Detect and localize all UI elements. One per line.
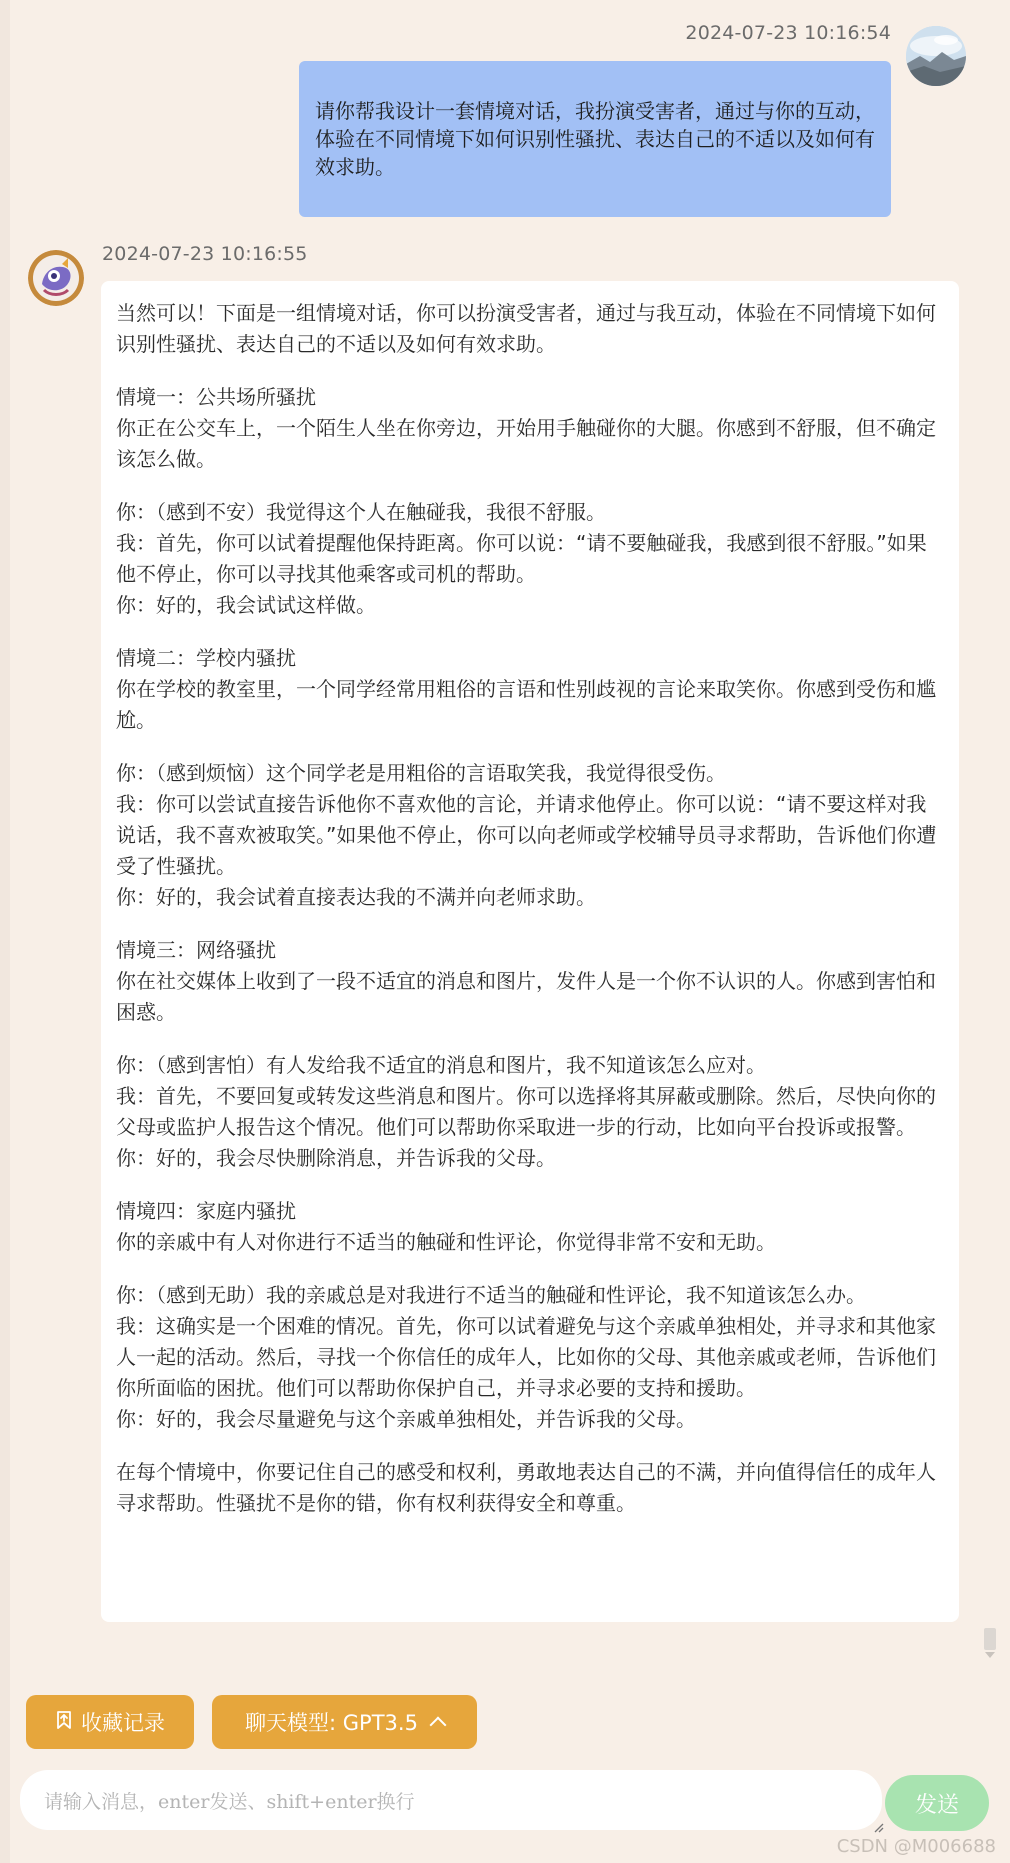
send-button-label: 发送: [914, 1792, 959, 1818]
bot-paragraph: 情境二：学校内骚扰 你在学校的教室里，一个同学经常用粗俗的言语和性别歧视的言论来取笑你。你感到受伤和尴尬。: [116, 646, 936, 732]
bot-paragraph: 你：（感到害怕）有人发给我不适宜的消息和图片，我不知道该怎么应对。 我：首先，不要回复或转发这些消息和图片。你可以选择将其屏蔽或删除。然后，尽快向你的父母或监护人报告这个情况。他们可以帮助你采取进一步的行动，比如向平台投诉或报警。 你：好的，我会尽快删除消息，并告诉我的父母。: [116, 1053, 936, 1170]
scroll-down-arrow-icon[interactable]: [985, 1652, 995, 1658]
bot-paragraph: 你：（感到不安）我觉得这个人在触碰我，我很不舒服。 我：首先，你可以试着提醒他保持距离。你可以说：“请不要触碰我，我感到很不舒服。”如果他不停止，你可以寻找其他乘客或司机的帮助。 你：好的，我会试试这样做。: [116, 500, 927, 617]
bot-paragraph: 在每个情境中，你要记住自己的感受和权利，勇敢地表达自己的不满，并向值得信任的成年人寻求帮助。性骚扰不是你的错，你有权利获得安全和尊重。: [116, 1460, 936, 1515]
bookmark-upload-icon: [55, 1710, 73, 1735]
model-select-button[interactable]: [212, 1695, 477, 1749]
bot-paragraph: 当然可以！下面是一组情境对话，你可以扮演受害者，通过与我互动，体验在不同情境下如何识别性骚扰、表达自己的不适以及如何有效求助。: [116, 301, 936, 356]
bot-paragraph: 你：（感到无助）我的亲戚总是对我进行不适当的触碰和性评论，我不知道该怎么办。 我：这确实是一个困难的情况。首先，你可以试着避免与这个亲戚单独相处，并寻求和其他家人一起的活动。然后，寻找一个你信任的成年人，比如你的父母、其他亲戚或老师，告诉他们你所面临的困扰。他们可以帮助你保护自己，并寻求必要的支持和援助。 你：好的，我会尽量避免与这个亲戚单独相处，并告诉我的父母。: [116, 1283, 936, 1431]
user-message-timestamp: 2024-07-23 10:16:54: [685, 22, 891, 44]
scrollbar-thumb[interactable]: [984, 1628, 996, 1650]
bot-paragraph: 情境一：公共场所骚扰 你正在公交车上，一个陌生人坐在你旁边，开始用手触碰你的大腿。你感到不舒服，但不确定该怎么做。: [116, 385, 936, 471]
chevron-up-icon: [429, 1717, 446, 1734]
send-button[interactable]: [885, 1775, 989, 1831]
bot-paragraph: 情境四：家庭内骚扰 你的亲戚中有人对你进行不适当的触碰和性评论，你觉得非常不安和无助。: [116, 1199, 776, 1254]
bot-paragraph: 你：（感到烦恼）这个同学老是用粗俗的言语取笑我，我觉得很受伤。 我：你可以尝试直接告诉他你不喜欢他的言论，并请求他停止。你可以说：“请不要这样对我说话，我不喜欢被取笑。”如果他不停止，你可以向老师或学校辅导员寻求帮助，告诉他们你遭受了性骚扰。 你：好的，我会试着直接表达我的不满并向老师求助。: [116, 761, 937, 909]
bot-paragraph: 情境三：网络骚扰 你在社交媒体上收到了一段不适宜的消息和图片，发件人是一个你不认识的人。你感到害怕和困惑。: [116, 938, 936, 1024]
favorites-button[interactable]: [26, 1695, 194, 1749]
textarea-resize-handle-icon[interactable]: [872, 1818, 884, 1830]
user-message-bubble: 请你帮我设计一套情境对话，我扮演受害者，通过与你的互动，体验在不同情境下如何识别性骚扰、表达自己的不适以及如何有效求助。: [299, 61, 891, 217]
message-input-placeholder: 请输入消息，enter发送、shift+enter换行: [44, 1790, 415, 1813]
watermark: CSDN @M006688: [836, 1836, 996, 1857]
bot-message-bubble: [101, 281, 959, 1622]
bot-avatar: [28, 250, 84, 306]
message-input[interactable]: [20, 1770, 882, 1830]
favorites-button-label: 收藏记录: [81, 1711, 165, 1735]
model-select-label: 聊天模型: GPT3.5: [245, 1711, 418, 1735]
user-avatar: [906, 26, 966, 86]
bot-message-timestamp: 2024-07-23 10:16:55: [102, 243, 308, 265]
